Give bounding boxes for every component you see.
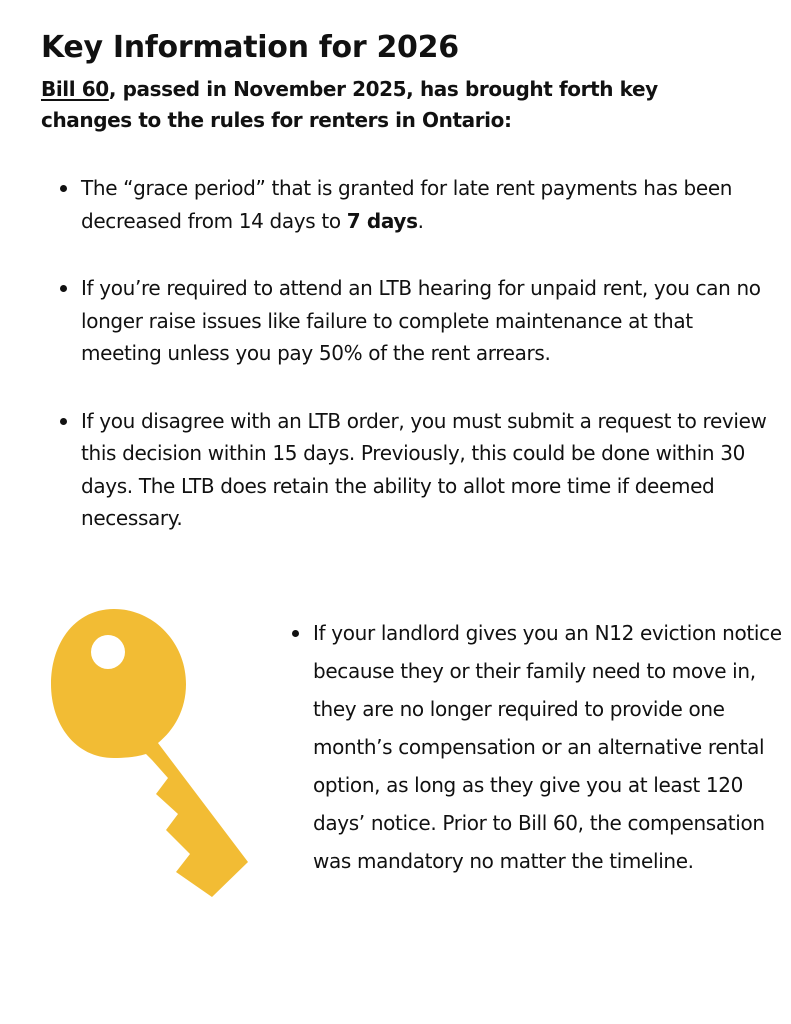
list-item-text: If your landlord gives you an N12 eviction notice because they or their family need to move in, they are no longer required to provide one month’s compensation or an alternative rental option, as long as they give you at least 120 days’ notice. Prior to Bill 60, the compensation was mandatory no matter the timeline. <box>313 621 782 873</box>
page-title: Key Information for 2026 <box>41 30 459 65</box>
bill-60-link[interactable]: Bill 60 <box>41 77 109 101</box>
bullet-dot <box>60 185 67 192</box>
list-item-text: The “grace period” that is granted for late rent payments has been decreased from 14 days to <box>81 176 733 233</box>
list-item-text: If you disagree with an LTB order, you must submit a request to review this decision within 15 days. Previously, this could be done within 30 days. The LTB does retain the ability to allot more time if deemed necessary. <box>81 408 767 530</box>
list-item-text-end: . <box>417 208 424 233</box>
list-item-ltb-review <box>81 405 771 535</box>
changes-list-continued <box>313 614 783 880</box>
bullet-dot <box>60 285 67 292</box>
bullet-dot <box>60 418 67 425</box>
list-item-grace-period <box>81 172 771 237</box>
bullet-dot <box>292 630 299 637</box>
key-shape <box>51 609 248 897</box>
list-item-ltb-hearing <box>81 272 771 370</box>
list-item-emphasis: 7 days <box>346 208 418 233</box>
intro-text: , passed in November 2025, has brought forth key changes to the rules for renters in Ontario: <box>41 77 658 132</box>
changes-list <box>81 172 771 570</box>
list-item-n12-notice <box>313 614 783 880</box>
key-icon <box>48 604 258 904</box>
intro-paragraph <box>41 74 741 136</box>
list-item-text: If you’re required to attend an LTB hearing for unpaid rent, you can no longer raise issues like failure to complete maintenance at that meeting unless you pay 50% of the rent arrears. <box>81 276 761 365</box>
